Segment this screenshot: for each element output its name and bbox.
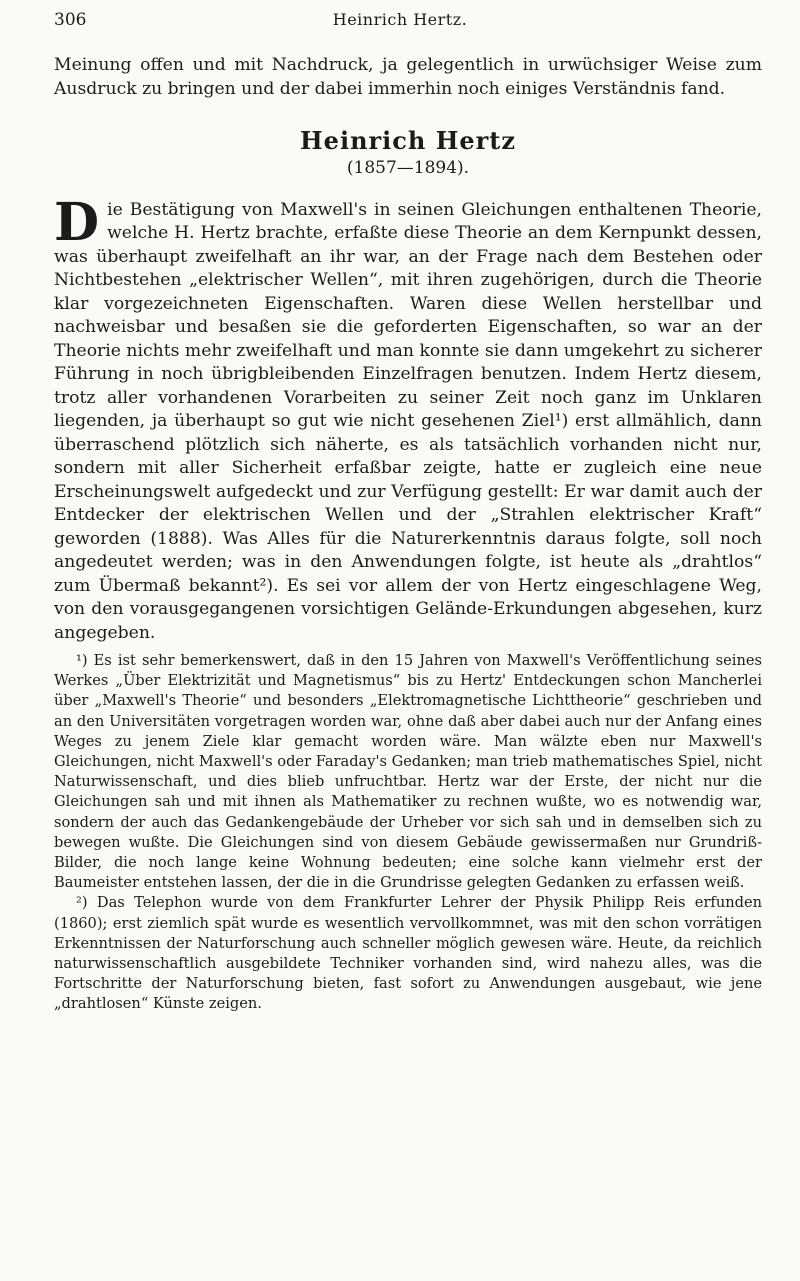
footnote-1: ¹) Es ist sehr bemerkenswert, daß in den 15 Jahren von Maxwell's Veröffentlichung seines Werkes „Über Elektrizität und Magnetismus“ bis zu Hertz' Entdeckungen schon Mancherlei über „Maxwell's Theorie“ und besonders „Elektromagnetische Lichttheorie“ geschrieben und an den Universitäten vorgetragen worden war, ohne daß aber dabei auch nur der Anfang eines Weges zu jenem Ziele klar gemacht worden wäre. Man wälzte eben nur Maxwell's Gleichungen, nicht Maxwell's oder Faraday's Gedanken; man trieb mathematisches Spiel, nicht Naturwissenschaft, und dies blieb unfruchtbar. Hertz war der Erste, der nicht nur die Gleichungen sah und mit ihnen als Mathematiker zu rechnen wußte, wo es notwendig war, sondern der auch das Gedankengebäude der Urheber vor sich sah und in demselben sich zu bewegen wußte. Die Gleichungen sind von diesem Gebäude gewissermaßen nur Grundriß-Bilder, die noch lange keine Wohnung bedeuten; eine solche kann vielmehr erst der Baumeister entstehen lassen, der die in die Grundrisse gelegten Gedanken zu erfassen weiß. <box>54 652 762 892</box>
page-number: 306 <box>54 10 87 30</box>
footnotes <box>54 651 762 1015</box>
main-paragraph-text: ie Bestätigung von Maxwell's in seinen Gleichungen enthaltenen Theorie, welche H. Hertz brachte, erfaßte diese Theorie an dem Kernpunkt dessen, was überhaupt zweifelhaft an ihr war, an der Frage nach dem Bestehen oder Nichtbestehen „elektrischer Wellen“, mit ihren zugehörigen, durch die Theorie klar vorgezeichneten Eigenschaften. Waren diese Wellen herstellbar und nachweisbar und besaßen sie die geforderten Eigenschaften, so war an der Theorie nichts mehr zweifelhaft und man konnte sie dann umgekehrt zu sicherer Führung in noch übrigbleibenden Einzelfragen benutzen. Indem Hertz diesem, trotz aller vorhandenen Vorarbeiten zu seiner Zeit noch ganz im Unklaren liegenden, ja überhaupt so gut wie nicht gesehenen Ziel¹) erst allmählich, dann überraschend plötzlich sich näherte, es als tatsächlich vorhanden nicht nur, sondern mit aller Sicherheit erfaßbar zeigte, hatte er zugleich eine neue Erscheinungswelt aufgedeckt und zur Verfügung gestellt: Er war damit auch der Entdecker der elektrischen Wellen und der „Strahlen elektrischer Kraft“ geworden (1888). Was Alles für die Naturerkenntnis daraus folgte, soll noch angedeutet werden; was in den Anwendungen folgte, ist heute als „drahtlos“ zum Übermaß bekannt²). Es sei vor allem der von Hertz eingeschlagene Weg, von den vorausgegangenen vorsichtigen Gelände-Erkundungen abgesehen, kurz angegeben. <box>54 199 762 643</box>
main-paragraph <box>54 191 762 646</box>
page-body <box>54 54 762 1015</box>
drop-cap: D <box>54 191 100 253</box>
running-head: Heinrich Hertz. <box>332 10 468 29</box>
continuation-paragraph: Meinung offen und mit Nachdruck, ja gelegentlich in urwüchsiger Weise zum Ausdruck zu bringen und der dabei immerhin noch einiges Verständnis fand. <box>54 55 762 99</box>
section-dates: (1857—1894). <box>346 158 470 178</box>
section-heading: Heinrich Hertz <box>300 126 516 155</box>
footnote-2: ²) Das Telephon wurde von dem Frankfurter Lehrer der Physik Philipp Reis erfunden (1860); erst ziemlich spät wurde es wesentlich vervollkommnet, was mit den schon vorrätigen Erkenntnissen der Naturforschung auch schneller möglich gewesen wäre. Heute, da reichlich naturwissenschaftlich ausgebildete Techniker vorhanden sind, wird nahezu alles, was die Fortschritte der Naturforschung bieten, fast sofort zu Anwendungen ausgebaut, wie jene „drahtlosen“ Künste zeigen. <box>54 894 762 1013</box>
